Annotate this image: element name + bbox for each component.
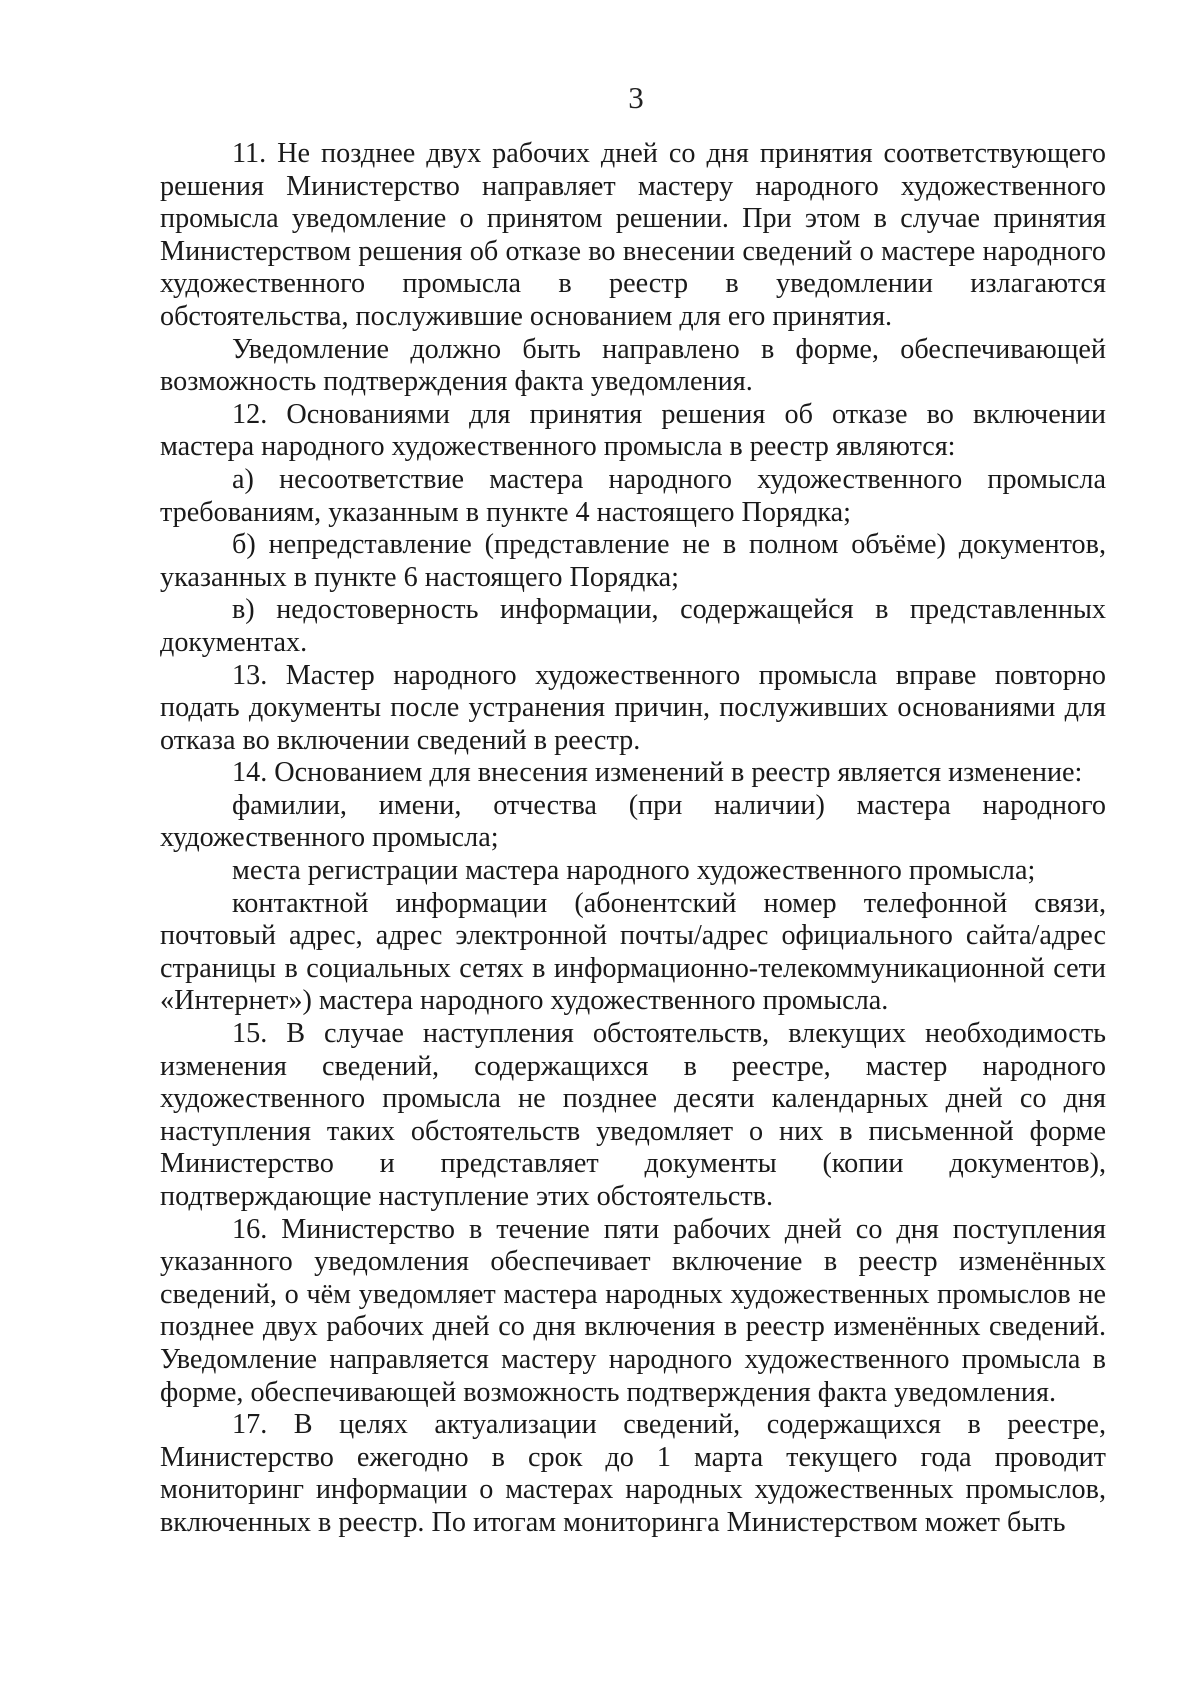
paragraph-14: 14. Основанием для внесения изменений в реестр является изменение: [232,757,1083,789]
paragraph-12: 12. Основаниями для принятия решения об отказе во включении мастера народного художественного промысла в реестр являются: [160,398,1106,463]
document-body [160,138,1106,1540]
paragraph-12-a: а) несоответствие мастера народного художественного промысла требованиям, указанным в пункте 4 настоящего Порядка; [160,463,1106,528]
paragraph-14-name: фамилии, имени, отчества (при наличии) мастера народного художественного промысла; [160,789,1106,854]
paragraph-16: 16. Министерство в течение пяти рабочих дней со дня поступления указанного уведомления обеспечивает включение в реестр изменённых сведений, о чём уведомляет мастера народных художественных промыслов не позднее двух рабочих дней со дня включения в реестр изменённых сведений. Уведомление направляется мастеру народного художественного промысла в форме, обеспечивающей возможность подтверждения факта уведомления. [160,1213,1106,1408]
paragraph-15: 15. В случае наступления обстоятельств, влекущих необходимость изменения сведений, содержащихся в реестре, мастер народного художественного промысла не позднее десяти календарных дней со дня наступления таких обстоятельств уведомляет о них в письменной форме Министерство и представляет документы (копии документов), подтверждающие наступление этих обстоятельств. [160,1018,1106,1212]
paragraph-12-v: в) недостоверность информации, содержащейся в представленных документах. [160,594,1106,658]
paragraph-14-contacts: контактной информации (абонентский номер телефонной связи, почтовый адрес, адрес электронной почты/адрес официального сайта/адрес страницы в социальных сетях в информационно-телекоммуникационной сети «Интернет») мастера народного художественного промысла. [160,887,1106,1017]
paragraph-notification-form: Уведомление должно быть направлено в форме, обеспечивающей возможность подтверждения факта уведомления. [160,333,1106,398]
paragraph-11: 11. Не позднее двух рабочих дней со дня принятия соответствующего решения Министерство направляет мастеру народного художественного промысла уведомление о принятом решении. При этом в случае принятия Министерством решения об отказе во внесении сведений о мастере народного художественного промысла в реестр в уведомлении излагаются обстоятельства, послужившие основанием для его принятия. [160,138,1106,332]
paragraph-17: 17. В целях актуализации сведений, содержащихся в реестре, Министерство ежегодно в срок до 1 марта текущего года проводит мониторинг информации о мастерах народных художественных промыслов, включенных в реестр. По итогам мониторинга Министерством может быть [160,1409,1106,1538]
paragraph-12-b: б) непредставление (представление не в полном объёме) документов, указанных в пункте 6 настоящего Порядка; [160,529,1106,593]
paragraph-14-registration: места регистрации мастера народного художественного промысла; [232,855,1036,887]
page-number: 3 [628,80,644,115]
paragraph-13: 13. Мастер народного художественного промысла вправе повторно подать документы после устранения причин, послуживших основаниями для отказа во включении сведений в реестр. [160,659,1106,756]
